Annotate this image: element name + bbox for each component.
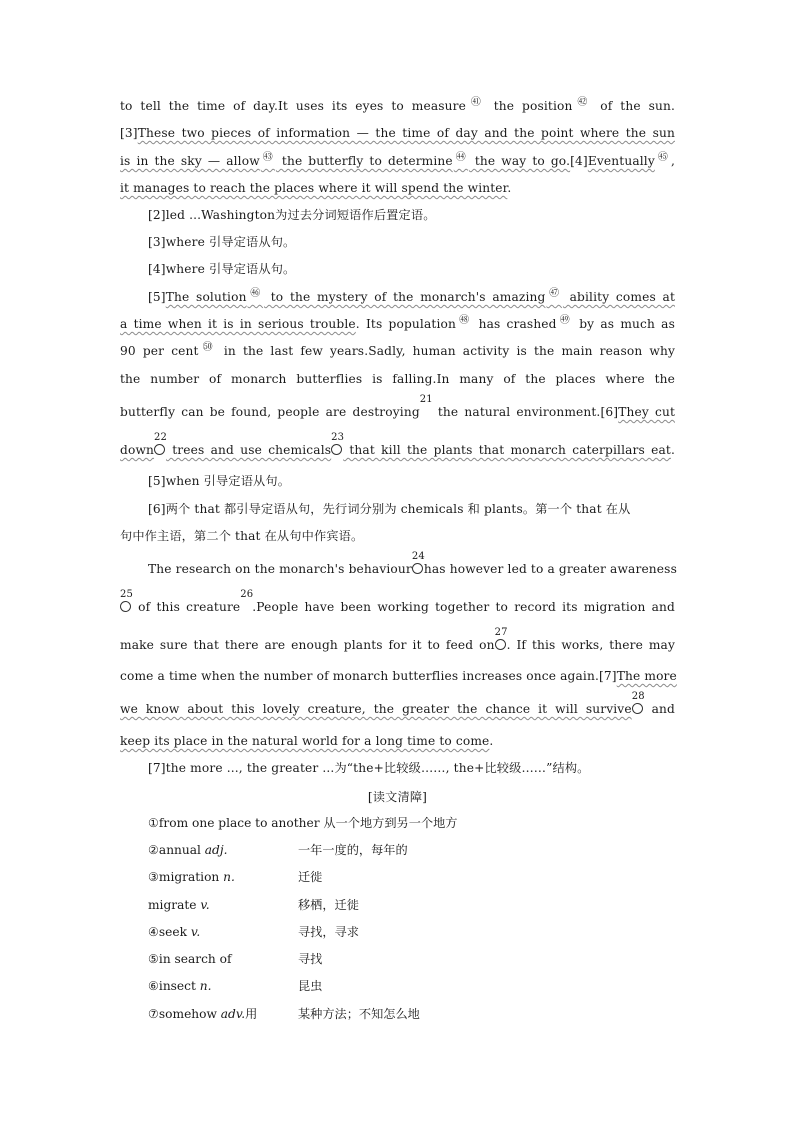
footnote-circle-marker: 22 xyxy=(154,444,166,456)
section-title: [读文清障] xyxy=(367,790,428,804)
passage-line: is in the sky — allow$^㊸$ the butterfly to determine$^㊹$ the way to go.[4]Eventually$^㊺$, xyxy=(120,152,676,169)
vocab-term: ③migration n. xyxy=(148,870,235,884)
passage-line: The research on the monarch's behaviour 24 has however led to a greater awareness xyxy=(148,551,677,576)
vocab-meaning: 迁徙 xyxy=(298,870,323,884)
footnote-circle-marker: 28 xyxy=(632,703,644,715)
passage-line: it manages to reach the places where it will spend the winter. xyxy=(120,181,512,195)
vocab-meaning: 寻找，寻求 xyxy=(298,925,359,939)
footnote-marker: ㊹ xyxy=(453,152,468,163)
passage-line: the number of monarch butterflies is falling.In many of the places where the xyxy=(120,372,675,386)
footnote-marker: ㊿ xyxy=(199,342,216,353)
footnote-marker: ㊼ xyxy=(546,288,562,299)
footnote-marker: ㊺ xyxy=(655,152,670,163)
passage-line: keep its place in the natural world for a long time to come. xyxy=(120,734,494,748)
footnote-marker: ㊸ xyxy=(260,152,275,163)
footnote-circle-marker: 24 xyxy=(412,563,424,575)
passage-line: down 22 trees and use chemicals 23 that kill the plants that monarch caterpillars eat. xyxy=(120,432,675,457)
footnote-marker: ㊶ xyxy=(466,97,485,108)
vocab-meaning: 昆虫 xyxy=(298,979,323,993)
vocab-term: ⑥insect n. xyxy=(148,979,212,993)
vocab-term: ④seek v. xyxy=(148,925,201,939)
passage-line: we know about this lovely creature, the greater the chance it will survive 28 and xyxy=(120,691,675,716)
grammar-note: [5]when 引导定语从句。 xyxy=(148,474,291,488)
footnote-marker: ㊽ xyxy=(456,315,472,326)
passage-line: make sure that there are enough plants for it to feed on 27 . If this works, there may xyxy=(120,627,675,652)
footnote-marker: ㊾ xyxy=(557,315,573,326)
footnote-circle-marker: 23 xyxy=(331,444,343,456)
footnote-marker: ㊷ xyxy=(573,97,592,108)
footnote-circle-marker: 27 xyxy=(495,639,507,651)
passage-line: 90 per cent$^㊿$ in the last few years.Sadly, human activity is the main reason why xyxy=(120,342,675,359)
passage-line: [5]The solution$^㊻$ to the mystery of the monarch's amazing$^㊼$ ability comes at xyxy=(148,288,675,305)
grammar-note: [7]the more ..., the greater ...为“the+比较级……, the+比较级……”结构。 xyxy=(148,761,590,775)
passage-line: come a time when the number of monarch butterflies increases once again.[7]The more xyxy=(120,669,677,683)
vocab-meaning: 一年一度的，每年的 xyxy=(298,843,408,857)
grammar-note: 句中作主语，第二个 that 在从句中作宾语。 xyxy=(120,529,364,543)
footnote-circle-marker: 26 xyxy=(240,589,254,600)
vocab-meaning: 寻找 xyxy=(298,952,323,966)
vocab-meaning: 移栖，迁徙 xyxy=(298,898,359,912)
analyzed-sentence: These two pieces of information — the time of day and the point where the sun xyxy=(137,126,675,140)
footnote-circle-marker: 21 xyxy=(419,394,433,405)
footnote-marker: ㊻ xyxy=(247,288,264,299)
passage-line: [3]These two pieces of information — the time of day and the point where the sun xyxy=(120,126,675,140)
passage-line: a time when it is in serious trouble. Its population$^㊽$ has crashed$^㊾$ by as much as xyxy=(120,315,676,332)
vocab-term: migrate v. xyxy=(148,898,210,912)
analyzed-sentence: it manages to reach the places where it will spend the winter xyxy=(120,181,508,195)
passage-line: to tell the time of day.It uses its eyes to measure$^㊶$ the position$^㊷$ of the sun. xyxy=(120,97,676,114)
footnote-circle-marker: 25 xyxy=(120,601,132,613)
vocab-item: ①from one place to another 从一个地方到另一个地方 xyxy=(148,816,458,830)
vocab-term: ②annual adj. xyxy=(148,843,228,857)
grammar-note: [3]where 引导定语从句。 xyxy=(148,235,296,249)
vocab-term: ⑦somehow adv.用 xyxy=(148,1007,258,1021)
grammar-note: [2]led ...Washington为过去分词短语作后置定语。 xyxy=(148,208,436,222)
passage-line: butterfly can be found, people are destroying 21 the natural environment.[6]They cut xyxy=(120,394,675,419)
passage-line: 25 of this creature 26 .People have been working together to record its migration and xyxy=(120,589,675,614)
vocab-meaning: 某种方法；不知怎么地 xyxy=(298,1007,420,1021)
vocab-term: ⑤in search of xyxy=(148,952,232,966)
grammar-note: [6]两个 that 都引导定语从句，先行词分别为 chemicals 和 plants。第一个 that 在从 xyxy=(148,502,631,516)
grammar-note: [4]where 引导定语从句。 xyxy=(148,262,296,276)
